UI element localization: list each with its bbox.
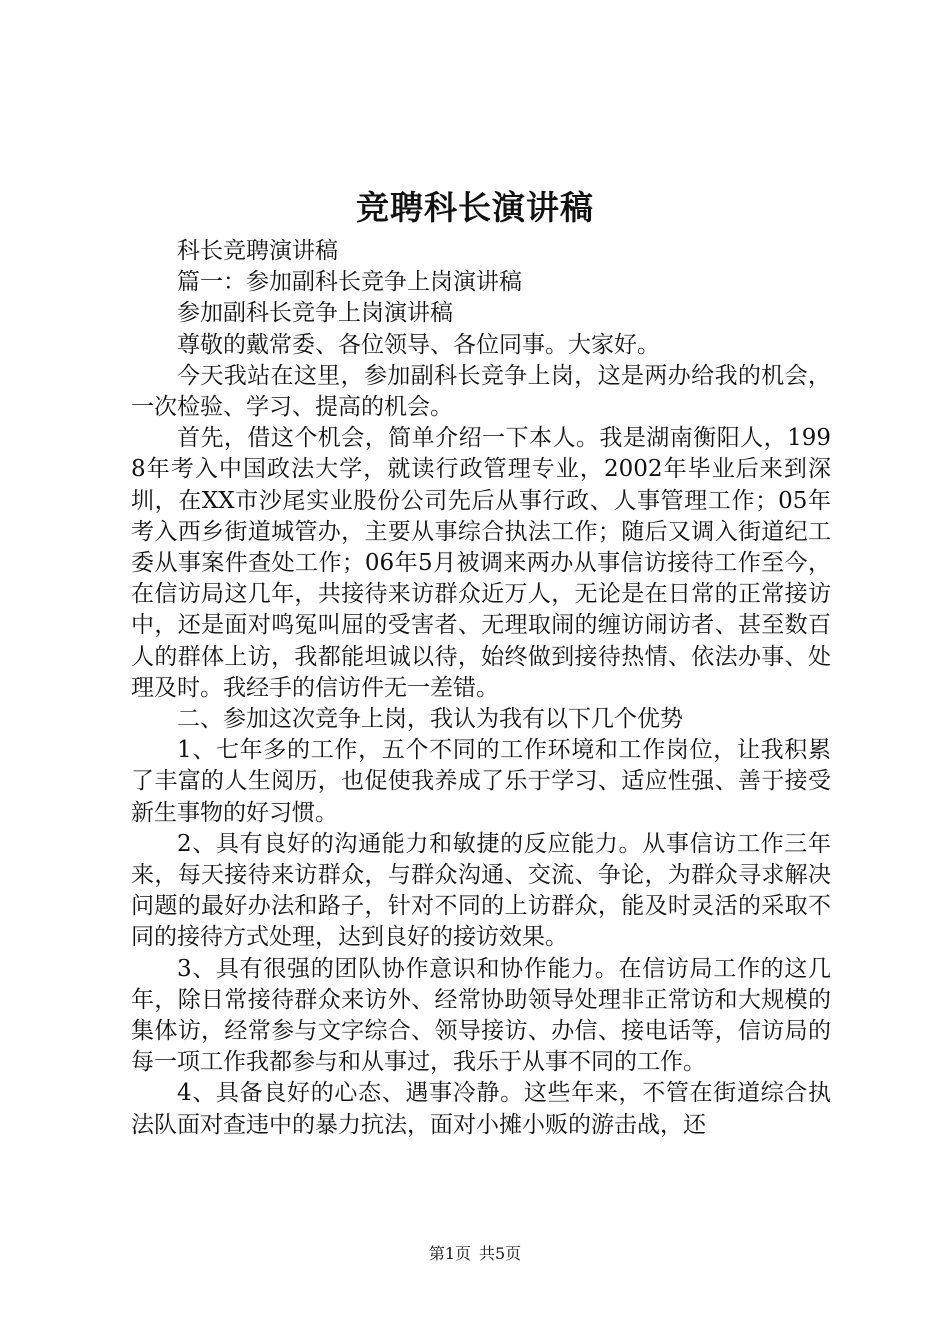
paragraph: 今天我站在这里，参加副科长竞争上岗，这是两办给我的机会，一次检验、学习、提高的机会。 (131, 362, 831, 421)
page-footer (0, 1243, 950, 1265)
paragraph: 篇一：参加副科长竞争上岗演讲稿 (177, 269, 522, 296)
paragraph: 首先，借这个机会，简单介绍一下本人。我是湖南衡阳人，1998年考入中国政法大学，就读行政管理专业，2002年毕业后来到深圳，在XX市沙尾实业股份公司先后从事行政、人事管理工作；05年考入西乡街道城管办，主要从事综合执法工作；随后又调入街道纪工委从事案件查处工作；06年5月被调来两办从事信访接待工作至今，在信访局这几年，共接待来访群众近万人，无论是在日常的正常接访中，还是面对鸣冤叫屈的受害者、无理取闹的缠访闹访者、甚至数百人的群体上访，我都能坦诚以待，始终做到接待热情、依法办事、处理及时。我经手的信访件无一差错。 (131, 425, 831, 701)
paragraph: 二、参加这次竞争上岗，我认为我有以下几个优势 (177, 706, 683, 733)
paragraph: 科长竞聘演讲稿 (177, 238, 338, 264)
paragraph: 1、七年多的工作，五个不同的工作环境和工作岗位，让我积累了丰富的人生阅历，也促使我养成了乐于学习、适应性强、善于接受新生事物的好习惯。 (131, 737, 831, 826)
paragraph: 尊敬的戴常委、各位领导、各位同事。大家好。 (177, 331, 660, 358)
paragraph: 2、具有良好的沟通能力和敏捷的反应能力。从事信访工作三年来，每天接待来访群众，与群众沟通、交流、争论，为群众寻求解决问题的最好办法和路子，针对不同的上访群众，能及时灵活的采取不同的接待方式处理，达到良好的接访效果。 (131, 830, 831, 951)
paragraph: 参加副科长竞争上岗演讲稿 (177, 300, 453, 327)
page-total: 共5页 (479, 1244, 522, 1263)
document-title: 竞聘科长演讲稿 (356, 188, 594, 227)
page-number: 第1页 (428, 1244, 471, 1263)
document-body (131, 236, 831, 1141)
paragraph: 4、具备良好的心态、遇事冷静。这些年来，不管在街道综合执法队面对查违中的暴力抗法，面对小摊小贩的游击战，还 (131, 1080, 831, 1138)
paragraph: 3、具有很强的团队协作意识和协作能力。在信访局工作的这几年，除日常接待群众来访外、经常协助领导处理非正常访和大规模的集体访，经常参与文字综合、领导接访、办信、接电话等，信访局的每一项工作我都参与和从事过，我乐于从事不同的工作。 (131, 955, 831, 1076)
